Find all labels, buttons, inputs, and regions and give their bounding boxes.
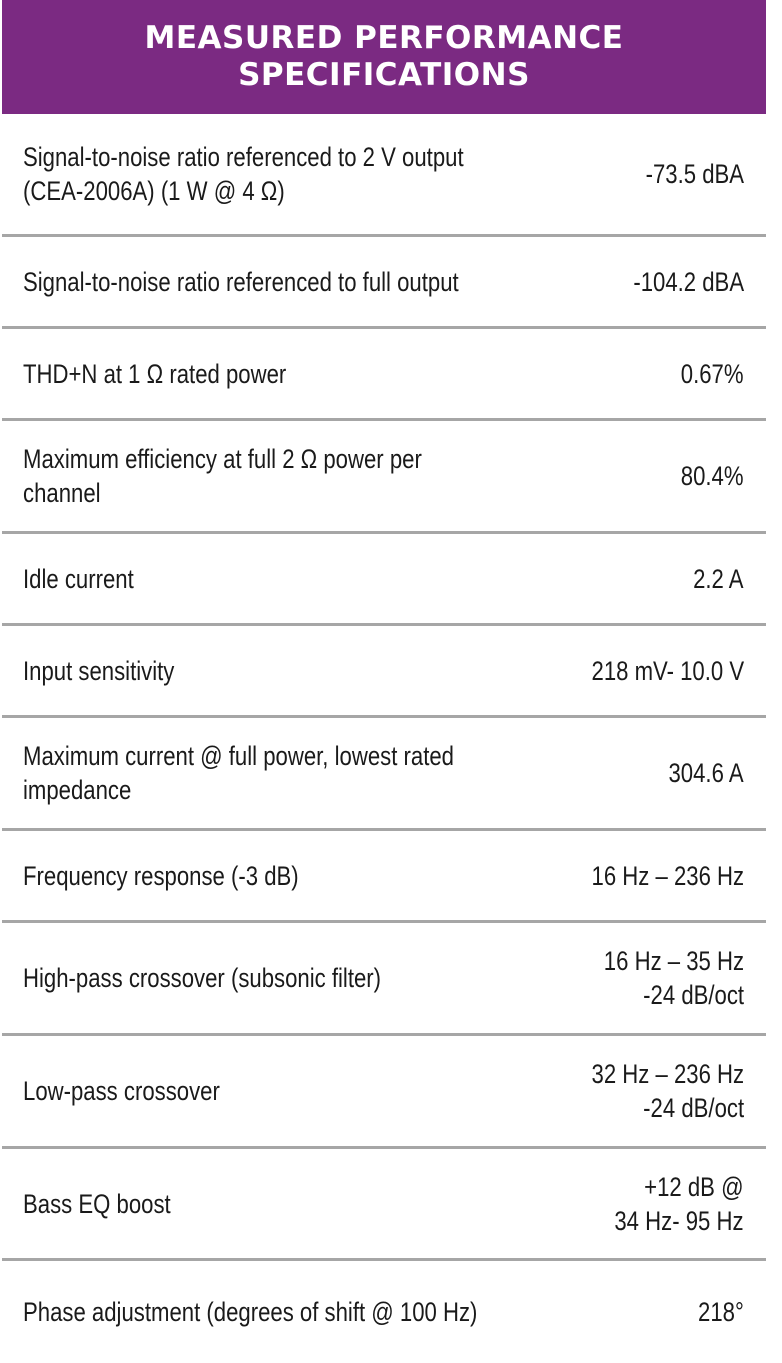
spec-label-line: impedance: [23, 775, 132, 805]
spec-value-line: 218°: [698, 1297, 744, 1327]
spec-label-line: Bass EQ boost: [23, 1188, 171, 1219]
spec-label-line: THD+N at 1 Ω rated power: [23, 358, 287, 389]
spec-rows: [2, 114, 766, 1363]
spec-label-line: Idle current: [23, 563, 134, 594]
spec-value-line: -24 dB/oct: [643, 980, 744, 1010]
spec-label: [23, 442, 422, 510]
spec-value-line: 32 Hz – 236 Hz: [591, 1059, 744, 1089]
spec-label: [23, 961, 381, 995]
spec-label-line: Maximum efficiency at full 2 Ω power per: [23, 444, 422, 474]
spec-value-line: 218 mV- 10.0 V: [591, 655, 744, 686]
spec-label: [23, 1187, 171, 1221]
table-header: [2, 0, 766, 114]
spec-value: [591, 1057, 744, 1125]
table-row: [2, 329, 766, 421]
spec-value-line: 304.6 A: [668, 758, 744, 788]
spec-value-line: -24 dB/oct: [643, 1093, 744, 1123]
spec-value-line: 80.4%: [681, 461, 744, 491]
table-row: [2, 237, 766, 329]
spec-value-line: 34 Hz- 95 Hz: [614, 1205, 744, 1236]
spec-label-line: Input sensitivity: [23, 655, 175, 686]
spec-label: [23, 654, 174, 688]
table-row: [2, 1261, 766, 1363]
spec-value: [669, 756, 744, 790]
table-row: [2, 534, 766, 626]
spec-label-line: Phase adjustment (degrees of shift @ 100 Hz): [23, 1297, 478, 1327]
table-row: [2, 1149, 766, 1261]
spec-value: [694, 562, 744, 596]
spec-label: [23, 739, 454, 807]
spec-table: [2, 0, 766, 1358]
spec-value: [698, 1295, 744, 1329]
spec-value: [681, 357, 744, 391]
spec-value: [615, 1170, 744, 1238]
header-title-line-2: SPECIFICATIONS: [238, 57, 530, 93]
spec-value-line: -104.2 dBA: [633, 266, 744, 297]
spec-label: [23, 1074, 220, 1108]
spec-label: [23, 265, 459, 299]
table-row: [2, 114, 766, 237]
table-row: [2, 1036, 766, 1149]
spec-label-line: channel: [23, 478, 101, 508]
spec-label: [23, 562, 134, 596]
spec-value-line: 2.2 A: [693, 563, 744, 594]
spec-label-line: (CEA-2006A) (1 W @ 4 Ω): [23, 176, 285, 206]
spec-label-line: Signal-to-noise ratio referenced to 2 V output: [23, 142, 464, 172]
table-row: [2, 626, 766, 718]
spec-value-line: 16 Hz – 236 Hz: [591, 860, 744, 891]
spec-label-line: Maximum current @ full power, lowest rated: [23, 741, 454, 771]
table-row: [2, 421, 766, 534]
spec-value: [681, 459, 744, 493]
spec-value: [591, 859, 744, 893]
table-row: [2, 923, 766, 1036]
header-title-line-1: MEASURED PERFORMANCE: [144, 20, 624, 56]
spec-label: [23, 859, 299, 893]
spec-value: [591, 654, 744, 688]
spec-label-line: Low-pass crossover: [23, 1076, 220, 1106]
spec-value-line: -73.5 dBA: [645, 159, 744, 189]
spec-label-line: Frequency response (-3 dB): [23, 860, 299, 891]
table-row: [2, 718, 766, 831]
table-row: [2, 831, 766, 923]
spec-value: [604, 944, 744, 1012]
spec-label-line: Signal-to-noise ratio referenced to full output: [23, 266, 459, 297]
spec-label: [23, 140, 464, 208]
spec-value-line: 0.67%: [681, 358, 744, 389]
spec-value-line: 16 Hz – 35 Hz: [603, 946, 744, 976]
spec-label: [23, 357, 286, 391]
spec-label: [23, 1295, 477, 1329]
spec-label-line: High-pass crossover (subsonic filter): [23, 963, 382, 993]
spec-value: [646, 157, 744, 191]
spec-value-line: +12 dB @: [644, 1171, 744, 1202]
spec-value: [633, 265, 744, 299]
